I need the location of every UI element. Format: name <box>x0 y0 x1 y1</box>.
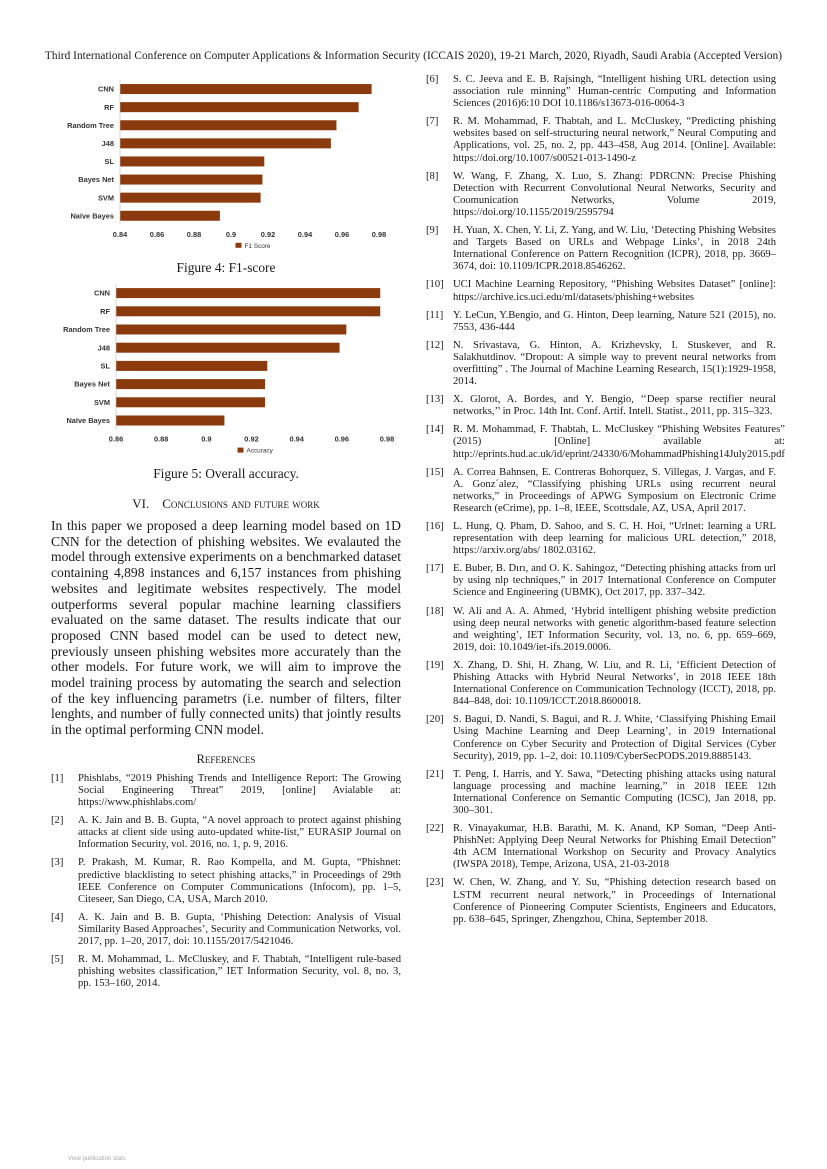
x-tick-label: 0.84 <box>112 229 128 239</box>
reference-item <box>426 171 776 219</box>
reference-text: R. M. Mohammad, L. McCluskey, and F. Thabtah, “Intelligent rule-based phishing websites classification,” IET Information Security, vol. 8, no. 3, pp. 153–160, 2014. <box>78 954 401 990</box>
reference-item <box>426 74 776 110</box>
reference-number: [19] <box>426 659 444 671</box>
section-title: Conclusions and future work <box>162 496 320 511</box>
reference-number: [13] <box>426 394 444 406</box>
x-tick-label: 0.98 <box>371 229 387 239</box>
legend-swatch <box>236 243 242 248</box>
category-label: Random Tree <box>63 325 110 335</box>
references-list-left <box>51 773 401 991</box>
reference-item <box>51 815 401 851</box>
reference-number: [21] <box>426 768 444 780</box>
x-tick-label: 0.9 <box>201 434 212 444</box>
category-label: RF <box>104 102 114 112</box>
bar-svm <box>116 397 265 407</box>
left-column <box>51 74 401 996</box>
reference-item <box>426 660 776 708</box>
right-column <box>426 74 785 932</box>
category-label: CNN <box>93 288 110 298</box>
category-label: SVM <box>93 397 110 407</box>
category-label: Bayes Net <box>74 379 110 389</box>
bar-cnn <box>120 84 372 94</box>
reference-number: [6] <box>426 74 439 85</box>
reference-number: [8] <box>426 170 439 182</box>
category-label: SVM <box>97 193 114 203</box>
category-label: Naïve Bayes <box>70 211 114 221</box>
legend-label: F1 Score <box>244 242 271 250</box>
reference-text: H. Yuan, X. Chen, Y. Li, Z. Yang, and W. Liu, ‘Detecting Phishing Websites and Targets Based on URLs and Webpage Links’, in 2018 24th International Conference on Pattern Recognition (ICPR), 2018, pp. 3669–3674, doi: 10.1109/ICPR.2018.8546262. <box>453 225 776 273</box>
reference-number: [4] <box>51 911 64 923</box>
bar-random-tree <box>120 120 336 130</box>
reference-item <box>51 954 401 990</box>
reference-text: Y. LeCun, Y.Bengio, and G. Hinton, Deep learning, Nature 521 (2015), no. 7553, 436-444 <box>453 309 776 333</box>
reference-item <box>426 340 776 388</box>
reference-item <box>426 424 785 460</box>
category-label: Random Tree <box>67 120 114 130</box>
reference-text: E. Buber, B. Dırı, and O. K. Sahingoz, “Detecting phishing attacks from url by using nlp techniques,” in 2017 International Conference on Computer Science and Engineering (UBMK), Oct 2017, pp. 337–342. <box>453 563 776 599</box>
x-tick-label: 0.92 <box>260 229 276 239</box>
reference-item <box>426 563 776 599</box>
bar-rf <box>116 306 380 316</box>
category-label: J48 <box>97 343 110 353</box>
reference-text: A. K. Jain and B. B. Gupta, ‘Phishing Detection: Analysis of Visual Similarity Based Approaches’, Security and Communication Networks, vol. 2017, pp. 1–20, 2017, doi: 10.1155/2017/5421046. <box>78 911 401 947</box>
bar-cnn <box>116 288 380 298</box>
reference-number: [22] <box>426 823 444 835</box>
reference-number: [20] <box>426 714 444 726</box>
legend-label: Accuracy <box>246 447 273 455</box>
x-tick-label: 0.92 <box>244 434 259 444</box>
references-list-right <box>426 74 785 926</box>
bar-bayes-net <box>120 175 262 185</box>
figure-4-caption: Figure 4: F1-score <box>176 260 276 275</box>
reference-item <box>426 769 776 817</box>
references-heading: References <box>196 751 256 766</box>
reference-item <box>426 116 776 164</box>
reference-item <box>426 467 776 515</box>
bar-na-ve-bayes <box>116 416 224 426</box>
reference-number: [12] <box>426 339 444 351</box>
x-tick-label: 0.86 <box>149 229 165 239</box>
accuracy-bar-chart <box>51 284 401 456</box>
reference-text: A. K. Jain and B. B. Gupta, “A novel approach to protect against phishing attacks at client side using auto-updated white-list,” EURASIP Journal on Information Security, vol. 2016, no. 1, p. 9, 2016. <box>78 815 401 851</box>
x-tick-label: 0.96 <box>334 434 350 444</box>
legend-swatch <box>238 448 244 453</box>
reference-number: [2] <box>51 815 64 827</box>
reference-text: L. Hung, Q. Pham, D. Sahoo, and S. C. H. Hoi, “Urlnet: learning a URL representation with deep learning for malicious URL detection,” 2018, https://arxiv.org/abs/ 1802.03162. <box>453 521 776 557</box>
reference-number: [17] <box>426 563 444 575</box>
reference-number: [15] <box>426 466 444 478</box>
category-label: SL <box>104 157 114 167</box>
reference-item <box>426 823 776 871</box>
category-label: Bayes Net <box>78 175 114 185</box>
bar-svm <box>120 193 261 203</box>
reference-number: [7] <box>426 116 439 128</box>
footer-link[interactable]: View publication stats <box>68 1156 126 1162</box>
reference-item <box>426 714 776 762</box>
reference-text: S. C. Jeeva and E. B. Rajsingh, “Intelligent hishing URL detection using association rule minning” Human-centric Computing and Information Sciences (2016)6:10 DOI 10.1186/s13673-016-0064-3 <box>453 74 776 110</box>
reference-number: [14] <box>426 424 444 436</box>
reference-text: R. Vinayakumar, H.B. Barathi, M. K. Anand, KP Soman, “Deep Anti-PhishNet: Applying Deep Neural Networks for Phishing Email Detection” 4th ACM International Workshop on Security and Provacy Analytics (IWSPA 2018), Tempe, Arizona, USA, 21-03-2018 <box>453 823 776 871</box>
reference-number: [1] <box>51 772 64 784</box>
reference-text: W. Wang, F. Zhang, X. Luo, S. Zhang: PDRCNN: Precise Phishing Detection with Recurrent Convolutional Neural Networks, Security and Coomunication Networks, Volume 2019, https://doi.org/10.1155/2019/2595794 <box>453 170 776 218</box>
figure-5-caption: Figure 5: Overall accuracy. <box>153 466 299 481</box>
reference-text: N. Srivastava, G. Hinton, A. Krizhevsky, I. Stuskever, and R. Salakhutdinov. “Dropout: A simple way to prevent neural networks from overfitting” . The Journal of Machine Learning Research, 15(1):1929-1958, 2014. <box>453 339 776 388</box>
reference-number: [3] <box>51 857 64 869</box>
reference-text: T. Peng, I. Harris, and Y. Sawa, “Detecting phishing attacks using natural language processing and machine learning,” in 2018 IEEE 12th International Conference on Semantic Computing (ICSC), Jan 2018, pp. 300–301. <box>453 768 776 816</box>
reference-item <box>426 310 776 334</box>
conclusion-paragraph: In this paper we proposed a deep learning model based on 1D CNN for the detection of phishing websites. We evalauted the model through extensive experiments on a benchmarked dataset containing 4,898 instances and 6,157 instances from phishing websites and legitimate websites respectively. The model outperforms several popular machine learning classifiers evaluated on the same dataset. The results indicate that our proposed CNN based model can be used to detect new, previously unseen phishing websites more accurately than the other models. For future work, we will aim to improve the model training process by automating the search and selection of the key influencing parametrs (i.e. number of filters, filter lenghts, and number of fully connected units) that jointly results in the optimal performing CNN model. <box>51 518 401 738</box>
bar-na-ve-bayes <box>120 211 220 221</box>
reference-number: [5] <box>51 954 64 966</box>
running-header: Third International Conference on Computer Applications & Information Security (ICCAIS 2020), 19-21 March, 2020, Riyadh, Saudi Arabia (Accepted Version) <box>44 50 783 62</box>
reference-item <box>426 394 776 418</box>
x-tick-label: 0.98 <box>379 434 395 444</box>
reference-item <box>426 521 776 557</box>
bar-j48 <box>116 343 340 353</box>
reference-number: [11] <box>426 309 444 321</box>
x-tick-label: 0.88 <box>186 229 202 239</box>
reference-text: X. Zhang, D. Shi, H. Zhang, W. Liu, and R. Li, ‘Efficient Detection of Phishing Attacks with Hybrid Neural Networks’, in 2018 IEEE 18th International Conference on Communication Technology (ICCT), 2018, pp. 844–848, doi: 10.1109/ICCT.2018.8600018. <box>453 659 776 708</box>
reference-text: X. Glorot, A. Bordes, and Y. Bengio, ‘‘Deep sparse rectifier neural networks,’’ in Proc. 14th Int. Conf. Artif. Intell. Statist., 2011, pp. 315–323. <box>453 394 776 418</box>
x-tick-label: 0.88 <box>153 434 169 444</box>
reference-item <box>426 606 776 654</box>
reference-text: S. Bagui, D. Nandi, S. Bagui, and R. J. White, ‘Classifying Phishing Email Using Machine Learning and Deep Learning’, in 2019 International Conference on Cyber Security and Protection of Digital Services (Cyber Security), 2019, pp. 1–2, doi: 10.1109/CyberSecPODS.2019.8885143. <box>453 714 776 762</box>
reference-number: [16] <box>426 521 444 532</box>
category-label: SL <box>100 361 110 371</box>
reference-item <box>51 912 401 948</box>
bar-rf <box>120 102 359 112</box>
x-tick-label: 0.96 <box>334 229 350 239</box>
reference-text: R. M. Mohammad, F. Thabtah, L. McCluskey “Phishing Websites Features” (2015) [Online] available at: http://eprints.hud.ac.uk/id/eprint/24330/6/MohammadPhishing14July2015.pdf <box>453 424 785 460</box>
bar-random-tree <box>116 325 346 335</box>
section-heading <box>51 496 401 512</box>
x-tick-label: 0.94 <box>289 434 304 444</box>
reference-item <box>426 877 776 925</box>
reference-item <box>51 773 401 809</box>
figure-4-chart <box>51 74 401 254</box>
reference-text: A. Correa Bahnsen, E. Contreras Bohorquez, S. Villegas, J. Vargas, and F. A. Gonz´alez, “Classifying phishing URLs using recurrent neural networks,” in Proceedings of APWG Symposium on Electronic Crime Research (eCrime), pp. 1–8, IEEE, Scottsdale, AZ, USA, April 2017. <box>453 466 776 514</box>
section-number: VI. <box>132 496 150 511</box>
bar-sl <box>120 156 264 166</box>
reference-number: [10] <box>426 279 444 291</box>
reference-text: W. Chen, W. Zhang, and Y. Su, “Phishing detection research based on LSTM recurrent neural network,” in Proceedings of International Conference of Pioneering Computer Scientists, Engineers and Educators, pp. 638–645, Springer, Zhengzhou, China, September 2018. <box>453 877 776 925</box>
f1-score-bar-chart <box>51 74 401 254</box>
reference-number: [9] <box>426 225 439 237</box>
figure-5-chart <box>51 284 401 456</box>
category-label: Naïve Bayes <box>66 416 110 426</box>
category-label: CNN <box>97 84 114 94</box>
x-tick-label: 0.94 <box>297 229 313 239</box>
reference-item <box>426 225 776 273</box>
reference-number: [23] <box>426 877 444 889</box>
category-label: J48 <box>101 138 114 148</box>
x-tick-label: 0.9 <box>225 229 237 239</box>
reference-text: UCI Machine Learning Repository, “Phishing Websites Dataset” [online]: https://archive.ics.uci.edu/ml/datasets/phishing+websites <box>453 279 776 303</box>
bar-bayes-net <box>116 379 265 389</box>
bar-sl <box>116 361 267 371</box>
category-label: RF <box>100 306 110 316</box>
x-tick-label: 0.86 <box>108 434 124 444</box>
reference-text: R. M. Mohammad, F. Thabtah, and L. McCluskey, “Predicting phishing websites based on self-structuring neural network,” Neural Computing and Applications, vol. 25, no. 2, pp. 443–458, Aug 2014. [Online]. Available: https://doi.org/10.1007/s00521-013-1490-z <box>453 116 776 164</box>
reference-text: W. Ali and A. A. Ahmed, ‘Hybrid intelligent phishing website prediction using deep neural networks with genetic algorithm-based feature selection and weighting’, IET Information Security, vol. 13, no. 6, pp. 659–669, 2019, doi: 10.1049/iet-ifs.2019.0006. <box>453 605 776 653</box>
reference-item <box>426 279 776 303</box>
reference-number: [18] <box>426 605 444 617</box>
reference-text: P. Prakash, M. Kumar, R. Rao Kompella, and M. Gupta, “Phishnet: predictive blacklisting to setect phishing attacks,” in Proceedings of 29th IEEE Conference on Computer Communications (Infocom), pp. 1–5, Citeseer, San Diego, CA, USA, March 2010. <box>78 857 401 905</box>
reference-text: Phishlabs, “2019 Phishing Trends and Intelligence Report: The Growing Social Engineering Threat” 2019, [online] Avialable at: https://www.phishlabs.com/ <box>78 772 401 809</box>
bar-j48 <box>120 138 331 148</box>
reference-item <box>51 857 401 905</box>
